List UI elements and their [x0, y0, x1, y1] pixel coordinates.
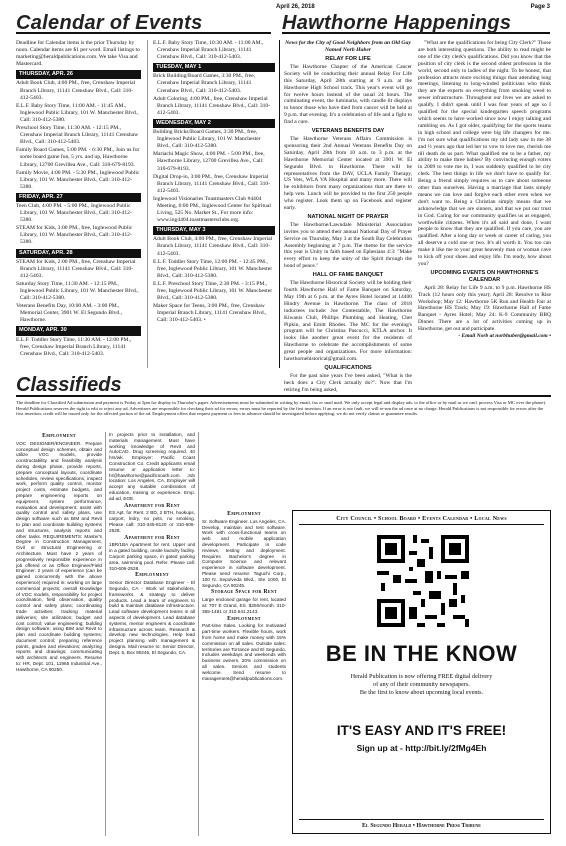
hawthorne-subhead: HALL OF FAME BANQUET — [312, 272, 384, 279]
calendar-day-header: MONDAY, APR. 30 — [16, 326, 141, 335]
classified-listing: Sr. Software Engineer. Los Angeles, CA. Develop, maintain and test software. Work with cross-functional teams on web and mobile application development. Participate in code reviews, testing and deployment. Requires Bachelor's degree in Computer Science and relevant experience in software development. Please send resume: Taguchi Corp., 100 N. Sepulveda Blvd., Ste 1000, El Segundo, CA 90245. — [202, 518, 286, 588]
classified-section-header: Employment — [227, 615, 261, 622]
calendar-item: Adult Coloring, 4:00 PM., free, Crenshaw Imperial Branch Library, 11141 Crenshaw Blvd., Call: 310-412-5403. — [153, 95, 271, 116]
classified-section-header: Apartment for Rent — [124, 502, 180, 509]
calendar-item: E.L.F. Baby Story Time, 10:30 AM. - 11:00 AM., Crenshaw Imperial Branch Library, 11141 Crenshaw Blvd., Call: 310-412-5403. — [153, 40, 264, 61]
hawthorne-column-2 — [418, 40, 551, 370]
ad-divider — [299, 524, 544, 525]
column-divider — [105, 432, 106, 836]
calendar-day-header: SATURDAY, APR. 28 — [16, 249, 141, 258]
ad-call-to-action: IT'S EASY AND IT'S FREE! — [336, 723, 507, 738]
calendar-item: Family Movie, 4:00 PM. - 5:30 PM., Inglewood Public Library, 101 W. Manchester Blvd., Call: 310-412-5380. — [16, 169, 140, 190]
ad-body — [303, 673, 540, 697]
classified-section-header: Employment — [42, 433, 76, 439]
calendar-item: Mariachi Magic Show, 4:00 PM. - 5:00 PM., free, Hawthorne Library, 12700 Grevillea Ave., Call: 310-679-8193. — [153, 151, 265, 172]
classifieds-banner: Classifieds — [16, 374, 551, 397]
calendar-day-header: FRIDAY, APR. 27 — [16, 193, 141, 202]
hawthorne-paragraph: The Hawthorne Veterans Affairs Commission is sponsoring their 2nd Annual Veterans Benefits Day on Saturday, April 28th from 10 a.m. to 3 p.m. at the Hawthorne Memorial Center located at 3901 W. El Segundo Blvd. in Hawthorne. There will be representatives from the DAV, UCLA Family Therapy, US Vets, WLA VA Hospital and many more. There will be exhibitors from many organizations that are there to help vets. Lunch will be provided to the first 250 people who register. Look them up on Facebook and register early. — [284, 135, 412, 212]
hawthorne-paragraph: April 28: Relay for Life 9 a.m. to 9 p.m. Hawthorne HS Track (12 hours only this year); April 28: Resolve to Rise Workshop; May 12: Hawthorne 5K Run and Health Fair at Hawthorne HS Track; May 19: Hawthorne Hall of Fame Banquet - Ayres Hotel; May 24: K-9 Community BBQ Dinner. There are a lot of activities coming up in Hawthorne, get out and participate. — [418, 284, 551, 333]
classifieds-column-3-top — [202, 432, 286, 508]
hawthorne-byline: News for the City of Good Neighbors from an Old Guy Named Norb Huber — [285, 40, 411, 53]
classifieds-notice: The deadline for Classified Ad submission and payment is Friday at 5pm for display in Thursday's paper. Advertisements must be submitted in writing by email, fax or snail mail. We only accept legal and display ads, to the office or by mail as we can't process Visa or MC over the phone). Herald Publications reserves the right to edit or reject any ad. Advertisers are responsible for checking their ad for errors; errors must be reported by the first insertion. If an error is our fault, we will re-run the ad once at no charge. Herald Publications is not responsible for errors after the first insertion; credit will be issued only for the affected portion of the ad. Employment offers that request payment or fees in advance should be investigated before applying; we do not verify claims or guarantee results. — [16, 400, 547, 417]
ad-body-line: Herald Publication is now offering FREE digital delivery — [350, 673, 493, 680]
calendar-item: Maker Space for Teens, 3:00 PM., free, Crenshaw Imperial Branch Library, 11141 Crenshaw Blvd., Call: 310-412-5403. • — [153, 303, 267, 324]
issue-date: April 26, 2018 — [276, 4, 315, 10]
calendar-item: Brick Building/Board Games, 3:30 PM., free, Crenshaw Imperial Branch Library, 11141 Crenshaw Blvd., Call: 310-412-5403. — [153, 73, 256, 94]
calendar-item: Saturday Story Time, 11:30 AM. - 12:15 PM., Inglewood Public Library, 101 W. Manchester Blvd., Call: 310-412-5380. — [16, 280, 139, 302]
classified-listing: In projects prior to installation, and materials management. Must have working knowledge of Revit and AutoCAD. Drug screening required. 40 hrs/wk. Employer: Pacific Coast Construction Co. Credit applicants email resume or application letter to: hr@hawthorne@pacificsouth.com. Job location: Los Angeles, CA. Employer will accept any suitable combination of education, training or experience. Emp. ad ad, EOE. — [109, 432, 195, 501]
ad-body-line: Be the first to know about upcoming local events. — [359, 689, 484, 696]
hawthorne-subhead: VETERANS BENEFITS DAY — [311, 128, 385, 135]
ad-publications-line: El Segundo Herald • Hawthorne Press Tribune — [362, 823, 481, 829]
column-divider — [198, 432, 199, 836]
calendar-column-2 — [153, 40, 275, 368]
hawthorne-paragraph: The Hawthorne Historical Society will be holding their fourth Hawthorne Hall of Fame Banquet on Saturday, May 19th at 6 p.m. at the Ayres Hotel located at 14400 Hindry Avenue in Hawthorne. The class of 2018 inductees include: Joe Contestabile, The Hawthorne Kiwanis Club, Phillips Plumbing and Heating, Chet Pipkin, and Emitt Rhodes. The MC for the evening's program will be Christina Pascucci, KTLA anchor. It looks like another great event for the residents of Hawthorne to celebrate the accomplishments of some great people and organizations. For more information: hawthornehistorical@gmail.com. — [284, 280, 412, 363]
calendar-day-header: THURSDAY, MAY 3 — [153, 226, 275, 235]
hawthorne-column-1 — [284, 40, 412, 393]
hawthorne-paragraph: The Hawthorne Chapter of the American Cancer Society will be conducting their annual Relay For Life this Saturday, April 28th starting at 9 a.m. at the Hawthorne High School track. This year's event will go for twelve hours instead of the usual 24 hours. The culminating event, the luminaria, with candle lit displays to honor those who have died from cancer will be held at 9 p.m. that evening. It's a celebration of life and a fight to find a cure. — [284, 63, 412, 126]
hawthorne-signoff: - Email Norb at norbhuber@gmail.com • — [458, 333, 551, 340]
calendar-item: STEAM for Kids, 2:00 PM., free, Crenshaw Imperial Branch Library, 11141 Crenshaw Blvd., Call: 310-412-5403. — [16, 258, 136, 279]
page-number: Page 3 — [530, 4, 550, 10]
qr-code-icon[interactable] — [373, 531, 473, 631]
classifieds-column-1 — [16, 432, 102, 836]
calendar-item: E.L.F. Preschool Story Time, 2:30 PM. - 3:15 PM., free, Inglewood Public Library, 101 W. Manchester Blvd., Call: 310-412-5380. — [153, 280, 273, 302]
classified-listing: 1BR/1BA Apartment for rent. Upper unit in a gated building, onsite laundry facility. Carport parking space, in gated parking area, swimming pool. Refer. Please call: 310-606-2528. — [109, 542, 195, 571]
calendar-banner: Calendar of Events — [16, 12, 271, 34]
hawthorne-subhead: QUALIFICATIONS — [324, 364, 372, 371]
calendar-item: E.L.F. Baby Story Time, 11:00 AM. - 11:45 AM., Inglewood Public Library, 101 W. Manchester Blvd., Call: 310-412-5380. — [16, 102, 139, 123]
ad-headline: BE IN THE KNOW — [325, 641, 518, 666]
ad-divider — [299, 819, 544, 820]
hawthorne-paragraph: The Hawthorne/Lawndale Ministerial Association invites you to attend their annual National Day of Prayer Service on Thursday, May 3 at the South Bay Celebration Assembly beginning at 7 p.m. The theme for the service this year is Unity in faith based on Ephesians 4:3: "Make every effort to keep the unity of the Spirit through the bond of peace." — [284, 221, 412, 270]
calendar-item: STEAM for Kids, 3:00 PM., free, Inglewood Public Library, 101 W. Manchester Blvd., Call: 310-412-5380. — [16, 225, 133, 246]
hawthorne-paragraph: "What are the qualifications for being City Clerk?" Those are both interesting questions. The ability to read might be one of the city clerk's qualifications. Did you know that the position of city clerk is the second oldest profession in the world, second only to ladies of the night. To be honest, that profession attracts more exciting things than attending long meetings, listening to long-winded politicians who think they are the experts on everything from smoking weed to sewer infrastructure. Throughout our lives we are asked to qualify. I didn't speak until I was four years of age so I qualified for the special kindergarten speech programs which seems to have worked since now I enjoy talking and rambling on. As I got older, qualifying for the sports teams in high school and college were big life changers for me. I'm not sure what qualifications my old lady saw in me 38 and ½ years ago that led her to vow to love me, cherish me till death do us part. What qualified me to be a father, my ability to make three babies? By convincing enough voters in 2009 to vote me in, I was suddenly qualified to be city clerk. The best things in life we don't have to qualify for. Being a friend simply requires us to care about someone other than ourselves. Having a marriage that lasts simply means we can love and forgive each other even when we don't want to. Being a Christian simply means that we acknowledge that we are sinners, and that we put our trust in God. Caring for our community qualifies us as engaged, worthwhile citizens. When it's all said and done, I want people to know that they are qualified. If you care, you are qualified. After a long day or week or career of caring, you all deserve a cold one or two. It's all worth it. You too can make it like me to your great heavenly man or woman cave to kick off your shoes and enjoy life. I'm ready, how about you? — [418, 40, 551, 267]
calendar-day-header: WEDNESDAY, MAY 2 — [153, 119, 275, 128]
classified-listing: VOC DESIGNER/ENGINEER. Prepare conceptual design schemes, obtain and utilize VOC models, provide constructability and feasibility analysis during design phase, provide reports, prepare conceptual layouts, coordinate schedules, review specifications, inspect work, perform quality control, monitor project costs, estimate budgets, and prepare engineering reports on equipment, system performance, evaluation and development; assist with quality control and safety plans, use design software such as BIM and Revit to plan and coordinate building systems and structures, analysis reports and other tasks. REQUIREMENTS: Master's Degree in Construction Management, Civil or Structural Engineering or Architecture. Must have 2 years of progressively responsible experience in job offered or as Office Engineer/Field Engineer. 2 years of experience (can be gained concurrently with the above experience) required in: working on large commercial projects; overall knowledge of VOC models, responsibility for project coordination, field observation, quality control and safety plans; coordinating trade activities; tracking material deliveries; site utilization; budget and cost control; value engineering; building design software; using BIM and Revit to plan and coordinate building systems; document control; preparing reference points, grades and elevations; analyzing reports and drawings; communicating with architects and engineers. Resume to: HR, Dept. 101, 11965 Industrial Ave., Hawthorne, CA 90250. — [16, 440, 102, 672]
calendar-item: Veterans Benefits Day, 10:00 AM. - 3:00 PM., Memorial Center, 3901 W. El Segundo Blvd., Hawthorne. — [16, 303, 123, 324]
classified-listing: Senior Director Database Engineer - El Segundo, CA - Work w/ stakeholders, frameworks, & strategy to deliver products. Lead a team of engineers to build & maintain database infrastructure. Lead software development teams in all aspects of development. Lead database systems, mentor engineers & coordinate infrastructure across team. Research & develop new technologies. Help lead project planning with management & designs. Mail resume to: Senior Director, Dept. 5, Box 90245, El Segundo, CA. — [109, 580, 195, 655]
hawthorne-happenings-banner: Hawthorne Happenings — [282, 12, 550, 34]
digital-delivery-ad — [292, 510, 551, 834]
calendar-day-header: THURSDAY, APR. 26 — [16, 70, 141, 79]
classified-section-header: Employment — [135, 572, 169, 579]
classified-section-header: Storage Space for Rent — [210, 589, 278, 596]
classified-section-header: Apartment for Rent — [124, 534, 180, 541]
qr-code-graphic — [373, 531, 473, 631]
calendar-item: Family Board Games, 5:00 PM. - 6:30 PM., Join us for some board game fun, 5 yrs. and up, Hawthorne Library, 12700 Grevillea Ave., Call: 310-679-8193. — [16, 147, 140, 168]
ad-body-line: of any of their community newspapers. — [373, 681, 470, 688]
calendar-item: Inglewood Visionaries Toastmasters Club #4404 Meeting, 6:00 PM., Inglewood Center for Spiritual Living, 525 No. Market St., For more info: www.ing4404.toastmastersclubs.org. — [153, 195, 271, 224]
hawthorne-subhead: UPCOMING EVENTS ON HAWTHORNE'S CALENDAR — [430, 269, 539, 283]
calendar-day-header: TUESDAY, MAY 1 — [153, 63, 275, 72]
calendar-item: Building Bricks/Board Games, 3:30 PM., free, Inglewood Public Library, 101 W. Manchester Blvd., Call: 310-412-5380. — [153, 129, 261, 150]
calendar-column-1 — [16, 40, 141, 368]
calendar-item: Digital Drop-in, 3:00 PM., free, Crenshaw Imperial Branch Library, 11141 Crenshaw Blvd., Call: 310-412-5403. — [153, 173, 271, 194]
calendar-item: E.L.F. Toddler Story Time, 12:00 PM. - 12:45 PM., free, Inglewood Public Library, 101 W. Manchester Blvd., Call: 310-412-5380. — [153, 258, 273, 279]
column-divider — [279, 40, 280, 368]
ad-signup-link[interactable]: Sign up at - http://bit.ly/2fMg4Eh — [356, 743, 487, 753]
column-divider — [147, 40, 148, 368]
hawthorne-subhead: RELAY FOR LIFE — [325, 56, 371, 62]
classifieds-column-2 — [109, 432, 195, 836]
classified-listing: Large enclosed garage for rent, located at: 707 E Grand, ES. $250/month. 310-365-1481 or 310.641.2143. — [202, 597, 286, 614]
calendar-item: Preschool Story Time, 11:30 AM. - 12:15 PM., Crenshaw Imperial Branch Library, 11141 Crenshaw Blvd., Call: 310-412-5403. — [16, 125, 139, 146]
calendar-intro: Deadline for Calendar items is the prior Thursday by noon. Calendar items are $1 per word. Email listings to marketing@heraldpublications.com. We take Visa and Mastercard. — [16, 40, 140, 68]
hawthorne-subhead: NATIONAL NIGHT OF PRAYER — [307, 213, 389, 220]
classified-section-header: Employment — [227, 511, 261, 517]
classified-listing: ES Apt. for Rent. 2 BD, 2 BTH, hookups, carport, lndry, no pets, no smoking. Please call: 310-345-8120 or 310-606-2528. — [109, 510, 195, 533]
classifieds-column-3 — [202, 510, 286, 836]
calendar-item: Teen Club, 4:00 PM. - 5:00 PM., Inglewood Public Library, 101 W. Manchester Blvd., Call: 310-412-5380. — [16, 202, 132, 224]
hawthorne-paragraph: For the past nine years I've been asked, "What is the heck does a City Clerk actually do?". Now that I'm retiring I'm being asked, — [284, 372, 412, 393]
ad-top-tagline: City Council • School Board • Events Calendar • Local News — [336, 515, 507, 522]
calendar-item: Adult Book Club, 4:00 PM., free, Crenshaw Imperial Branch Library, 11141 Crenshaw Blvd., Call: 310-412-5403. — [153, 236, 273, 257]
calendar-item: Adult Book Club, 4:00 PM., free, Crenshaw Imperial Branch Library, 11141 Crenshaw Blvd., Call: 310-412-5403. — [16, 80, 136, 101]
classified-listing: Part-time Sales. Looking for motivated part-time workers. Flexible hours, work from home and make money with 15% commission on all sales. Outside sales: territories are Torrance and El Segundo. Includes weekdays and weekends with business owners. 20% commission on all sales. Seniors and students welcome. Send resume to management@heraldpublications.com. — [202, 623, 286, 681]
calendar-item: E.L.F. Toddler Story Time, 11:30 AM. - 12:00 PM., free, Crenshaw Imperial Branch Library, 11141 Crenshaw Blvd., Call: 310-412-5403. — [16, 336, 132, 357]
